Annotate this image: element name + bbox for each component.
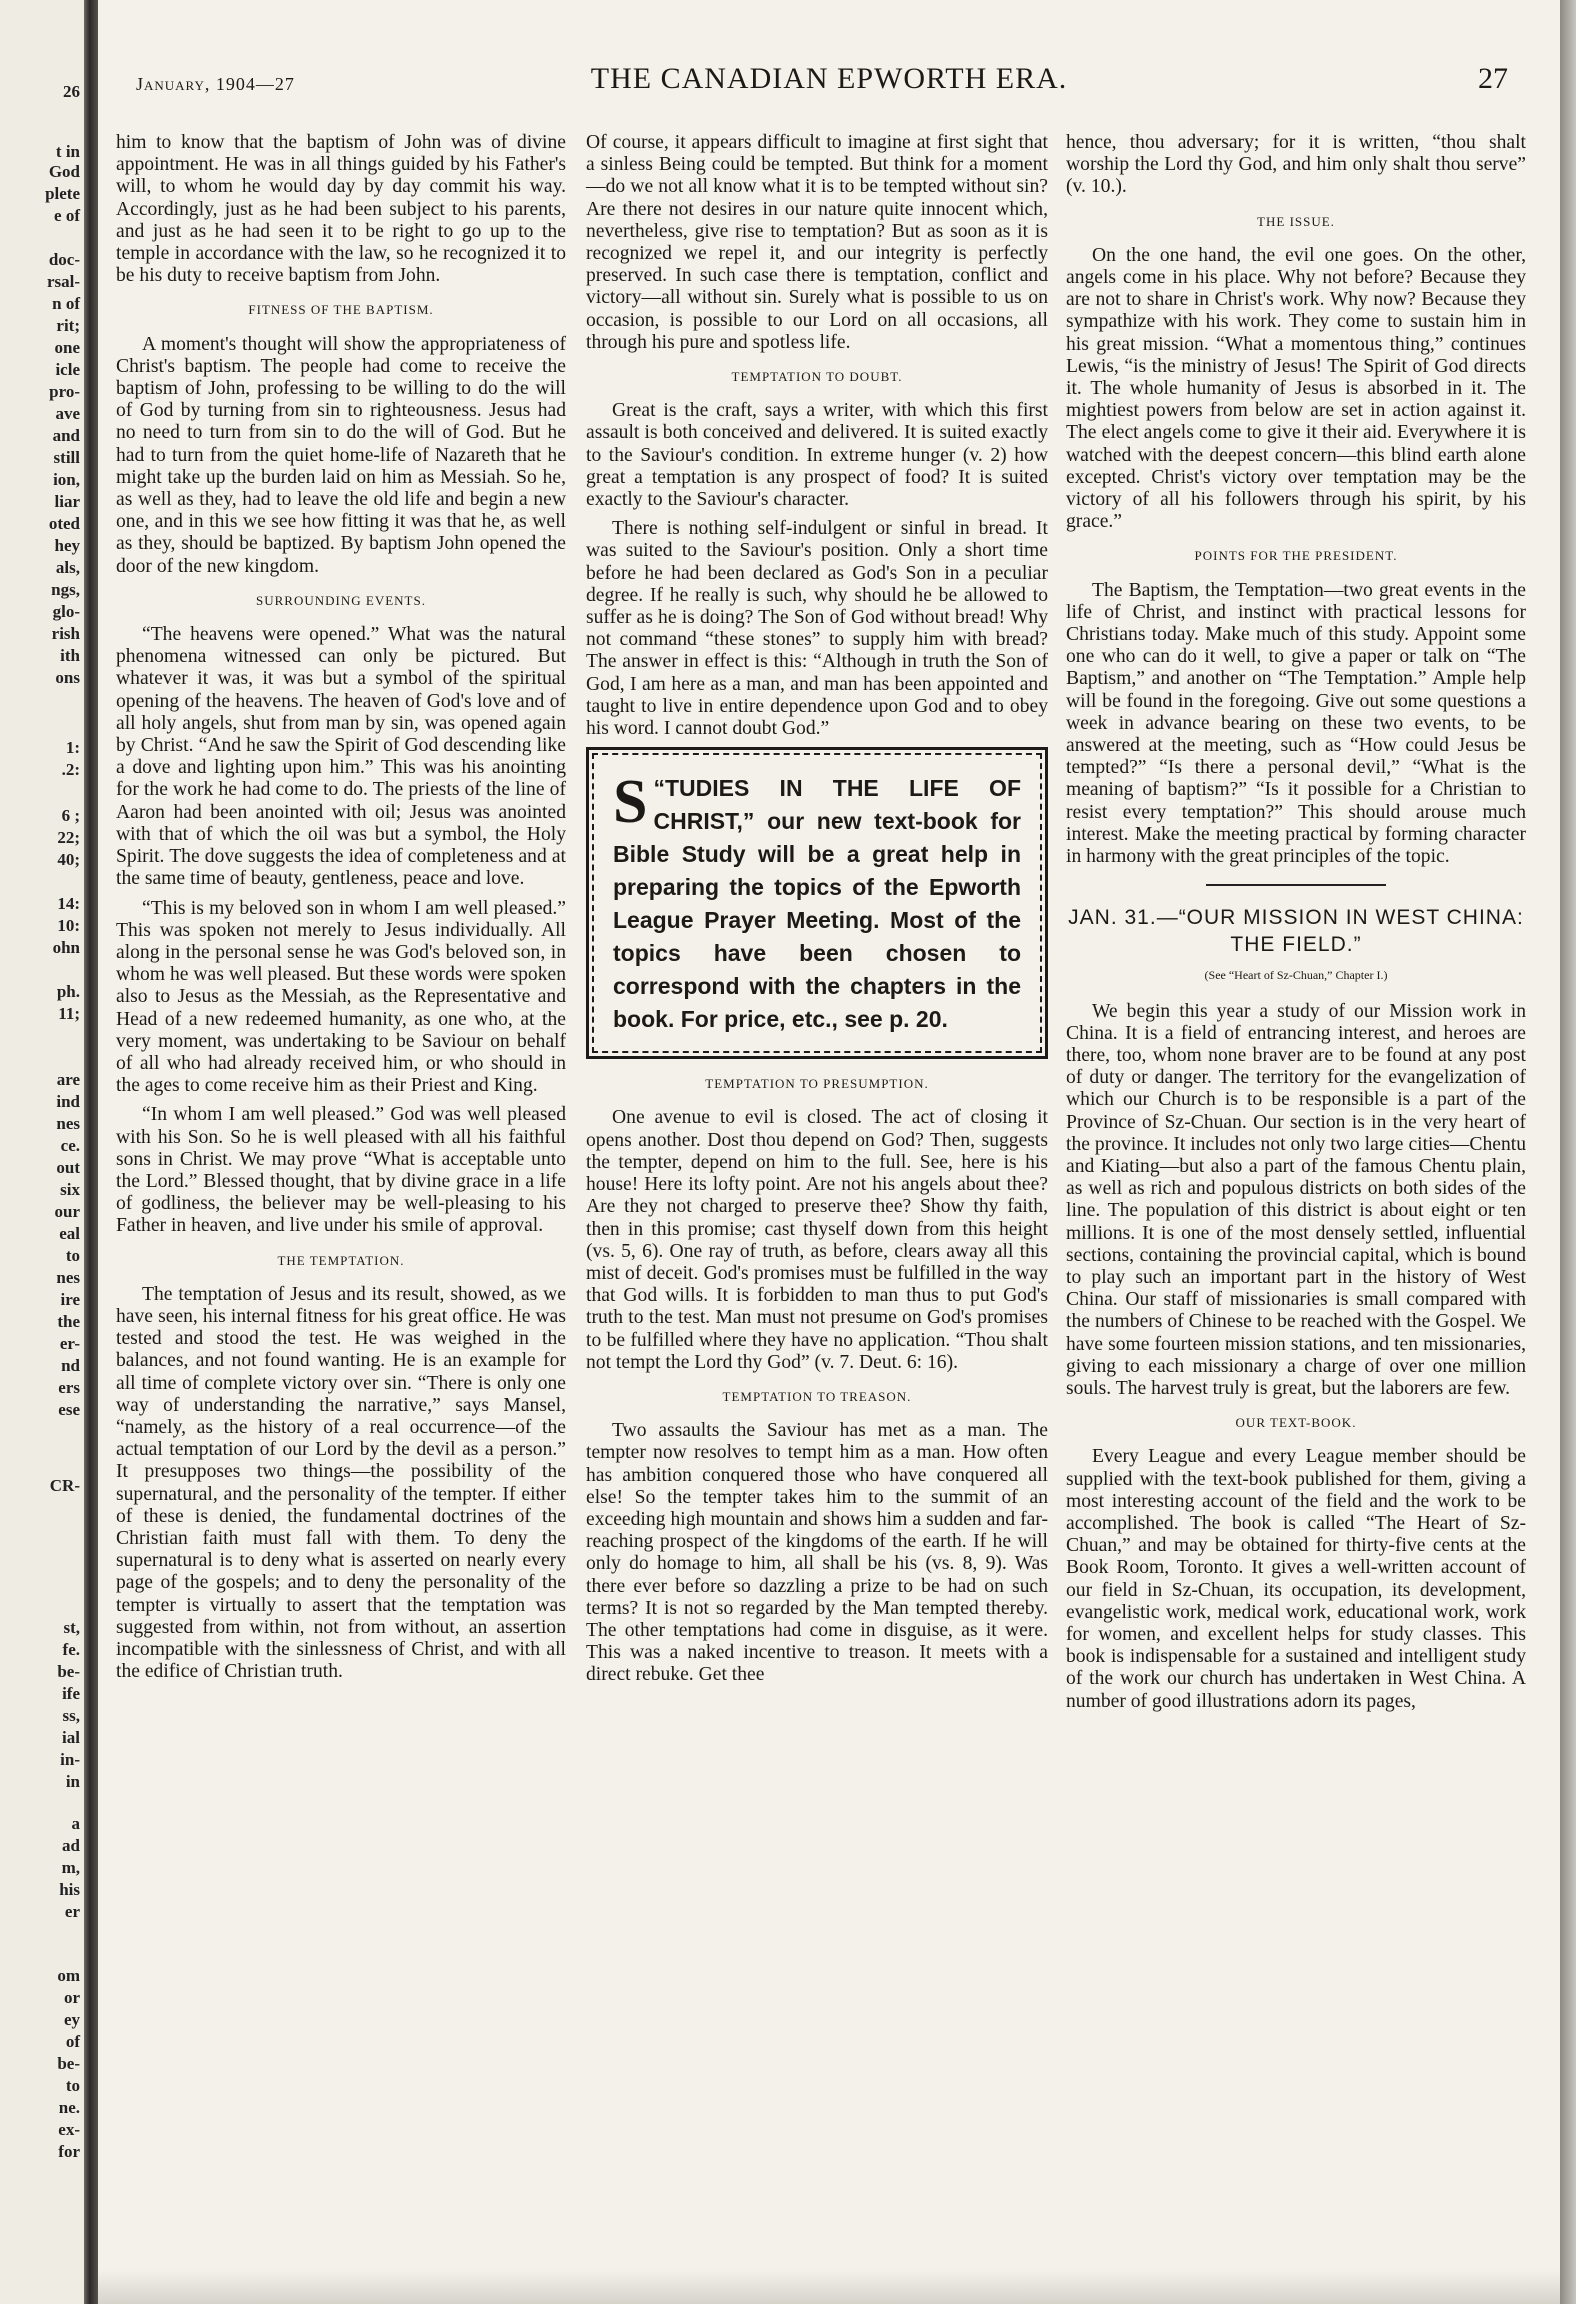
paragraph: “In whom I am well pleased.” God was well pleased with his Son. So he is well pleased with all his faithful sons in Christ. We may prove “What is acceptable unto the Lord.” Blessed thought, that by divine grace in a life of godliness, the believer may be well-pleasing to his Father in heaven, and live under his smile of approval. — [116, 1104, 566, 1237]
spine-text-fragment: als, — [55, 558, 80, 577]
spine-text-fragment: ey — [63, 2010, 80, 2029]
spine-text-fragment: ohn — [52, 938, 80, 957]
spine-text-fragment: ph. — [56, 982, 80, 1001]
spine-text-fragment: nd — [61, 1356, 80, 1375]
spine-text-fragment: ce. — [60, 1136, 80, 1155]
spine-text-fragment: e of — [54, 206, 80, 225]
spine-text-fragment: a — [71, 1814, 80, 1833]
spine-text-fragment: still — [53, 448, 80, 467]
spine-text-fragment: ers — [58, 1378, 80, 1397]
header-date: January, 1904—27 — [136, 74, 295, 94]
subheading-surrounding-events: SURROUNDING EVENTS. — [256, 592, 426, 608]
spine-text-fragment: rsal- — [46, 272, 80, 291]
subheading-fitness: FITNESS OF THE BAPTISM. — [248, 302, 434, 318]
section-title: JAN. 31.—“OUR MISSION IN WEST CHINA: THE FIELD.” — [1068, 906, 1524, 957]
spine-text-fragment: to — [65, 1246, 80, 1265]
column-2 — [586, 132, 1048, 1694]
subheading-temptation: THE TEMPTATION. — [277, 1252, 405, 1268]
spine-text-fragment: ngs, — [51, 580, 80, 599]
paragraph: The temptation of Jesus and its result, showed, as we have seen, his internal fitness for his great office. He was tested and stood the test. He was weighed in the balances, and not found wanting. He is an example for all time of complete victory over sin. “There is only one way of understanding the narrative,” says Mansel, “namely, as the history of a real occurrence—of the actual temptation of our Lord by the devil as a person.” It presupposes two things—the possibility of the supernatural, and the personality of the tempter. If either of these is denied, the fundamental doctrines of the Christian faith must fall with them. To deny the supernatural is to deny what is asserted on nearly every page of the gospels; and to deny the personality of the tempter is virtually to assert that the temptation was suggested from within, not from without, an assertion incompatible with the sinlessness of Christ, and with all the edifice of Christian truth. — [116, 1283, 566, 1683]
spine-text-fragment: our — [54, 1202, 80, 1221]
running-header — [98, 62, 1560, 102]
spine-text-fragment: ad — [62, 1836, 80, 1855]
paragraph: On the one hand, the evil one goes. On the other, angels come in his place. Why not before? Because they are not to share in Christ's work. Why now? Because they sympathize with his work. They come to sustain him in his great mission. “What a momentous thing,” continues Lewis, “is the ministry of Jesus! The Spirit of God directs it. The whole humanity of Jesus is absorbed in it. The mightiest powers from below are set in action against it. The elect angels come to give it their aid. Everywhere it is watched with the deepest concern—this blind earth alone excepted. Christ's victory over temptation may be the victory of all his followers through his spirit, by his grace.” — [1066, 244, 1526, 533]
spine-text-fragment: er — [64, 1902, 80, 1921]
spine-text-fragment: out — [56, 1158, 80, 1177]
spine-text-fragment: nes — [56, 1114, 80, 1133]
paragraph: Two assaults the Saviour has met as a man. The tempter now resolves to tempt him as a man. How often has ambition conquered those who have conquered all else! So the tempter takes him to the summit of an exceeding high mountain and shows him a sudden and far-reaching prospect of the kingdoms of the earth. If he will only do homage to him, all shall be his (vs. 8, 9). Was there ever before so dazzling a prize to be had on such terms? It is not so regarded by the Man tempted thereby. The other temptations had come in disguise, as it were. This was a naked incentive to treason. It meets with a direct rebuke. Get thee — [586, 1420, 1048, 1686]
paragraph: Every League and every League member should be supplied with the text-book published for them, giving a most interesting account of the field and the work to be accomplished. The book is called “The Heart of Sz-Chuan,” and may be obtained for thirty-five cents at the Book Room, Toronto. It gives a well-written account of our field in Sz-Chuan, its occupation, its development, evangelistic work, medical work, educational work, work for women, and excellent helps for study classes. This book is indispensable for a sustained and intelligent study of the work our church has undertaken in West China. A number of good illustrations adorn its pages, — [1066, 1446, 1526, 1712]
spine-text-fragment: st, — [63, 1618, 80, 1637]
spine-text-fragment: pro- — [49, 382, 80, 401]
subheading-temptation-treason: TEMPTATION TO TREASON. — [722, 1388, 912, 1404]
spine-text-fragment: God — [48, 162, 80, 181]
spine-text-fragment: six — [60, 1180, 80, 1199]
spine-text-fragment: om — [57, 1966, 80, 1985]
subheading-temptation-presumption: TEMPTATION TO PRESUMPTION. — [705, 1076, 929, 1092]
book-gutter — [84, 0, 98, 2304]
spine-text-fragment: fe. — [62, 1640, 80, 1659]
spine-text-fragment: his — [59, 1880, 80, 1899]
paragraph: A moment's thought will show the appropriateness of Christ's baptism. The people had come to receive the baptism of John, professing to be willing to do the will of God by turning from sin to righteousness. Jesus had no need to turn from sin to do the will of God. But he had to turn from the quiet home-life of Nazareth that he might take up the burden laid on him as Messiah. So he, as well as they, had to leave the old life and begin a new one, and in this we see how fitting it was that he, as well as they, should be baptized. By baptism John opened the door of the new kingdom. — [116, 333, 566, 577]
paragraph: One avenue to evil is closed. The act of closing it opens another. Dost thou depend on God? Then, suggests the tempter, depend on him to the full. See, here is his house! Here its lofty point. Are not his angels about thee? Are they not charged to preserve thee? Show thy faith, then in this promise; cast thyself down from this height (vs. 5, 6). One ray of truth, as before, clears away all this mist of deceit. God's promises must be fulfilled in the way that God wills. It is forbidden to man thus to put God's truth to the test. Man must not presume on God's promises to be fulfilled where they have no application. “Thou shalt not tempt the Lord thy God” (v. 7. Deut. 6: 16). — [586, 1107, 1048, 1373]
paragraph: Of course, it appears difficult to imagine at first sight that a sinless Being could be tempted. But think for a moment—do we not all know what it is to be tempted without sin? Are there not desires in our nature quite innocent which, nevertheless, give rise to temptation? But as soon as it is recognized we repel it, and our integrity is perfectly preserved. In such case there is temptation, conflict and victory—all without sin. Surely what is possible to us on occasion, is possible to our Lord on all occasions, all through his pure and spotless life. — [586, 132, 1048, 353]
spine-text-fragment: doc- — [48, 250, 80, 269]
spine-text-fragment: plete — [45, 184, 80, 203]
masthead-title: THE CANADIAN EPWORTH ERA. — [590, 62, 1068, 95]
advertisement-box — [586, 747, 1048, 1059]
spine-text-fragment: oted — [48, 514, 80, 533]
spine-text-fragment: rit; — [56, 316, 80, 335]
spine-text-fragment: 6 ; — [61, 806, 80, 825]
column-3 — [1066, 132, 1526, 1720]
previous-page-edge — [0, 0, 92, 2304]
spine-text-fragment: one — [54, 338, 80, 357]
spine-text-fragment: .2: — [61, 760, 80, 779]
page-edge-shadow — [1560, 0, 1576, 2304]
spine-text-fragment: of — [65, 2032, 80, 2051]
spine-text-fragment: 11; — [58, 1004, 80, 1023]
advertisement-text — [595, 758, 1039, 1048]
paragraph: There is nothing self-indulgent or sinful in bread. It was suited to the Saviour's position. Only a short time before he had been declared as God's Son in a peculiar degree. If he really is such, why should he be allowed to suffer as he is doing? The Son of God without bread! Why not command “these stones” to supply him with bread? The answer in effect is this: “Although in truth the Son of God, I am here as a man, and man has been appointed and taught to live in entire dependence upon God and to obey his word. I cannot doubt God.” — [586, 518, 1048, 740]
spine-text-fragment: or — [63, 1988, 80, 2007]
spine-text-fragment: ese — [58, 1400, 80, 1419]
spine-text-fragment: 1: — [65, 738, 80, 757]
spine-text-fragment: glo- — [52, 602, 80, 621]
subheading-temptation-doubt: TEMPTATION TO DOUBT. — [731, 369, 903, 385]
spine-text-fragment: ex- — [58, 2120, 80, 2139]
spine-text-fragment: ife — [62, 1684, 80, 1703]
spine-text-fragment: rish — [51, 624, 80, 643]
paragraph: hence, thou adversary; for it is written, “thou shalt worship the Lord thy God, and him only shalt thou serve” (v. 10.). — [1066, 132, 1526, 198]
spine-text-fragment: 10: — [57, 916, 80, 935]
spine-text-fragment: ial — [62, 1728, 80, 1747]
spine-text-fragment: ind — [56, 1092, 80, 1111]
spine-text-fragment: CR- — [49, 1476, 80, 1495]
spine-text-fragment: m, — [61, 1858, 80, 1877]
spine-text-fragment: 40; — [57, 850, 80, 869]
magazine-page — [98, 0, 1560, 2304]
subheading-issue: THE ISSUE. — [1257, 213, 1335, 229]
paragraph: him to know that the baptism of John was of divine appointment. He was in all things guided by his Father's will, to whom he would day by day commit his way. Accordingly, just as he had been subject to his parents, and just as he had seen it to be right to go up to the temple in accordance with the law, so he recognized it to be his duty to receive baptism from John. — [116, 132, 566, 287]
spine-text-fragment: nes — [56, 1268, 80, 1287]
spine-text-fragment: ons — [55, 668, 80, 687]
section-divider — [1206, 884, 1386, 886]
spine-text-fragment: the — [57, 1312, 80, 1331]
spine-text-fragment: be- — [57, 2054, 80, 2073]
spine-text-fragment: ion, — [53, 470, 80, 489]
paragraph: Great is the craft, says a writer, with which this first assault is both conceived and delivered. It is suited exactly to the Saviour's condition. In extreme hunger (v. 2) how great a temptation is any prospect of food? It is suited exactly to the Saviour's character. — [586, 400, 1048, 511]
page-bottom-shadow — [98, 2270, 1560, 2304]
spine-text-fragment: ave — [55, 404, 80, 423]
paragraph: The Baptism, the Temptation—two great events in the life of Christ, and instinct with practical lessons for Christians today. Make much of this study. Appoint some one who can do it well, to give a paper or talk on “The Baptism,” and another on “The Temptation.” Ample help will be found in the foregoing. Give out some questions a week in advance bearing on these two events, to be answered at the meeting, such as “How could Jesus be tempted?” “Is there a personal devil,” “What is the meaning of baptism?” “Is it possible for a Christian to resist every temptation?” This should arouse much interest. Make the meeting practical by forming character in harmony with the great principles of the topic. — [1066, 579, 1526, 868]
paragraph: “This is my beloved son in whom I am well pleased.” This was spoken not merely to Jesus individually. All along in the personal sense he was God's beloved son, in whom he was well pleased. But these words were spoken also to Jesus as the Messiah, as the Representative and Head of a new redeemed humanity, as one who, at the very moment, was undertaking to be Saviour on behalf of all who had already received him, or who should in the ages to come receive him as their Priest and King. — [116, 897, 566, 1097]
spine-text-fragment: 14: — [57, 894, 80, 913]
ad-open-quote: “ — [653, 775, 665, 802]
paragraph: “The heavens were opened.” What was the natural phenomena witnessed can only be pictured. But whatever it was, it was but a symbol of the spiritual opening of the heavens. The heaven of God's love and of all holy angels, shut from man by sin, was opened again by Christ. “And he saw the Spirit of God descending like a dove and lighting upon him.” This was his anointing for the work he had come to do. The priests of the line of Aaron had been anointed with oil; Jesus was anointed with that of which the oil was but a symbol, the Holy Spirit. The dove suggests the idea of completeness and at the same time of beauty, gentleness, peace and love. — [116, 624, 566, 890]
spine-text-fragment: 26 — [63, 82, 80, 101]
spine-text-fragment: ith — [60, 646, 80, 665]
spine-text-fragment: to — [65, 2076, 80, 2095]
ad-body: TUDIES IN THE LIFE OF CHRIST,” our new text-book for Bible Study will be a great help in preparing the topics of the Epworth League Prayer Meeting. Most of the topics have been chosen to correspond with the chapters in the book. For price, etc., see p. 20. — [613, 775, 1021, 1033]
spine-text-fragment: in- — [60, 1750, 80, 1769]
ad-drop-cap: S — [613, 768, 648, 837]
spine-text-fragment: icle — [55, 360, 80, 379]
spine-text-fragment: ne. — [58, 2098, 80, 2117]
subheading-text-book: OUR TEXT-BOOK. — [1235, 1415, 1357, 1431]
section-reference: (See “Heart of Sz-Chuan,” Chapter I.) — [1204, 968, 1388, 983]
spine-text-fragment: er- — [59, 1334, 80, 1353]
spine-text-fragment: liar — [54, 492, 80, 511]
spine-text-fragment: ire — [60, 1290, 80, 1309]
subheading-points-for-president: POINTS FOR THE PRESIDENT. — [1194, 548, 1398, 564]
spine-text-fragment: t in — [55, 142, 80, 161]
spine-text-fragment: and — [52, 426, 80, 445]
page-number: 27 — [1478, 62, 1508, 95]
spine-text-fragment: n of — [52, 294, 80, 313]
paragraph: We begin this year a study of our Mission work in China. It is a field of entrancing interest, and heroes are there, too, whom none braver are to be found at any post of duty or danger. The territory for the evangelization of which our Church is to be responsible is a part of the Province of Sz-Chuan. Our section is in the very heart of the province. It includes not only two large cities—Chentu and Kiating—but also a part of the famous Chentu plain, as well as rich and populous districts on both sides of the line. The population of this district is about eight or ten millions. It is one of the most densely settled, influential sections, containing the provincial capital, which is bound to play such an important part in the history of West China. Our staff of missionaries is small compared with the numbers of Chinese to be reached with the Gospel. We have some fourteen mission stations, and ten missionaries, giving to each missionary a charge of over one million souls. The harvest truly is great, but the laborers are few. — [1066, 1000, 1526, 1399]
spine-text-fragment: eal — [59, 1224, 80, 1243]
spine-text-fragment: are — [56, 1070, 80, 1089]
spine-text-fragment: ss, — [62, 1706, 80, 1725]
spine-text-fragment: hey — [54, 536, 80, 555]
spine-text-fragment: in — [65, 1772, 80, 1791]
column-1 — [116, 132, 566, 1690]
spine-text-fragment: be- — [57, 1662, 80, 1681]
spine-text-fragment: 22; — [57, 828, 80, 847]
spine-text-fragment: for — [58, 2142, 80, 2161]
